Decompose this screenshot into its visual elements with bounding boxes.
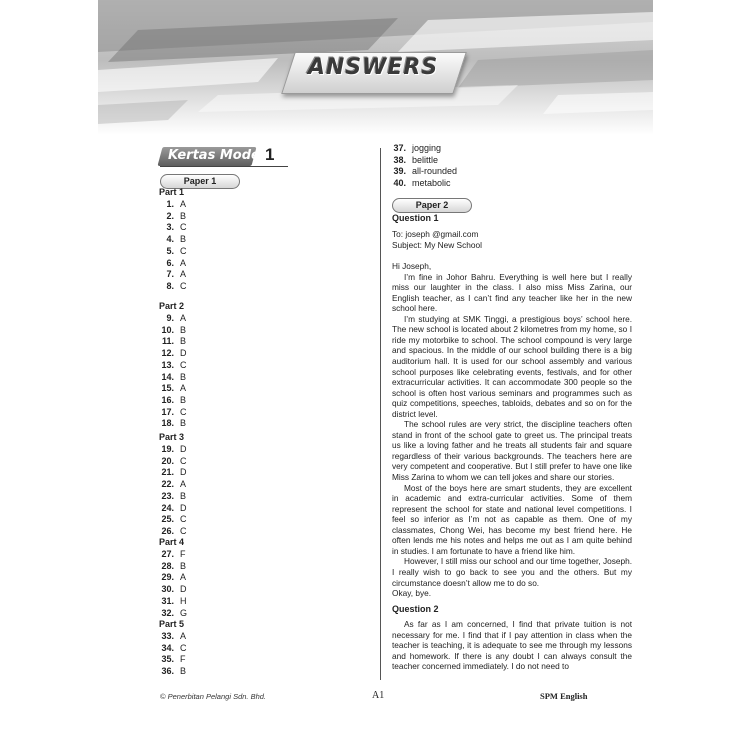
- answer-value: B: [180, 371, 187, 382]
- answer-row: [160, 514, 187, 526]
- footer-subject: SPM English: [540, 691, 588, 701]
- header-banner: [98, 0, 653, 135]
- answer-value: belittle: [412, 154, 439, 165]
- answer-row: [160, 199, 186, 211]
- answer-value: C: [180, 245, 187, 256]
- answer-value: C: [180, 280, 187, 291]
- answer-value: C: [180, 222, 187, 233]
- answer-row: [160, 313, 186, 325]
- question-number: 7.: [166, 269, 174, 280]
- answer-value: C: [180, 359, 187, 370]
- question-number: 8.: [166, 280, 174, 291]
- answer-row: [160, 491, 186, 503]
- answer-row: [160, 526, 187, 538]
- answer-row: [160, 372, 186, 384]
- answer-row: [160, 258, 186, 270]
- answer-value: jogging: [412, 143, 442, 153]
- answer-row: [160, 360, 187, 372]
- answer-row: [160, 549, 186, 561]
- answer-value: D: [180, 348, 187, 359]
- question-number: 9.: [166, 313, 174, 323]
- answer-row: [160, 395, 186, 407]
- email-subject: Subject: My New School: [392, 239, 482, 250]
- part-title: Part 5: [159, 619, 185, 629]
- answer-value: A: [180, 313, 187, 323]
- answer-value: A: [180, 269, 187, 280]
- answer-value: A: [180, 257, 187, 268]
- answer-row: [160, 631, 186, 643]
- part-title: Part 2: [159, 301, 185, 311]
- answer-value: F: [180, 549, 186, 559]
- email-paragraph: I’m fine in Johor Bahru. Everything is well here but I really miss our laughter in the class. I also miss Miss Zarina, our English teacher, as I can’t find any teacher like her in the new school here.: [392, 271, 632, 314]
- answer-value: C: [180, 406, 187, 417]
- answer-value: G: [180, 607, 188, 618]
- answer-row: [160, 348, 187, 360]
- answer-row: [160, 467, 187, 479]
- question-number: 38.: [393, 154, 406, 165]
- answer-value: B: [180, 560, 187, 571]
- answer-value: B: [180, 490, 187, 501]
- question-number: 35.: [161, 654, 174, 665]
- answer-value: A: [180, 479, 187, 490]
- answer-row: [160, 503, 187, 515]
- part-title: Part 1: [159, 187, 185, 197]
- answer-row: [160, 407, 187, 419]
- answer-page: [98, 0, 653, 750]
- question-number: 17.: [161, 406, 174, 417]
- question-number: 12.: [161, 348, 174, 359]
- answer-row: [392, 155, 438, 167]
- question-number: 33.: [161, 631, 174, 641]
- question-number: 15.: [161, 383, 174, 394]
- question-number: 26.: [161, 525, 174, 536]
- question-number: 36.: [161, 666, 174, 677]
- answer-value: B: [180, 324, 187, 335]
- question-number: 22.: [161, 479, 174, 490]
- question-number: 24.: [161, 502, 174, 513]
- answer-row: [160, 456, 187, 468]
- email-paragraph: However, I still miss our school and our time together, Joseph. I really wish to go back to see you and the others. But my circumstance doesn’t allow me to do so.: [392, 556, 632, 588]
- footer-publisher: © Penerbitan Pelangi Sdn. Bhd.: [160, 692, 267, 701]
- q2-paragraph: As far as I am concerned, I find that private tuition is not necessary for me. I find that if I pay attention in class when the teacher is teaching, it is adequate to see me through my lessons and homework. If there is any doubt I can always consult the teacher concerned immediately. I do not need to: [392, 619, 632, 672]
- question-number: 16.: [161, 394, 174, 405]
- answer-value: D: [180, 444, 187, 454]
- answer-row: [392, 166, 457, 178]
- question-number: 19.: [161, 444, 174, 454]
- email-greeting: Hi Joseph,: [392, 261, 432, 272]
- answer-row: [160, 383, 186, 395]
- answer-value: A: [180, 572, 187, 583]
- question-number: 27.: [161, 549, 174, 559]
- answer-value: B: [180, 234, 187, 245]
- question-number: 25.: [161, 514, 174, 525]
- question-number: 13.: [161, 359, 174, 370]
- question-number: 23.: [161, 490, 174, 501]
- question-number: 20.: [161, 455, 174, 466]
- answer-row: [160, 336, 186, 348]
- question-number: 5.: [166, 245, 174, 256]
- answer-row: [392, 178, 451, 190]
- answer-value: C: [180, 642, 187, 653]
- answer-row: [160, 608, 187, 620]
- answer-value: A: [180, 383, 187, 394]
- section-label: Kertas Model: [168, 148, 265, 163]
- answer-row: [160, 596, 187, 608]
- answer-row: [160, 666, 186, 678]
- question-number: 3.: [166, 222, 174, 233]
- answer-value: B: [180, 418, 187, 429]
- question-number: 39.: [393, 166, 406, 177]
- answer-value: B: [180, 210, 187, 221]
- answer-value: C: [180, 455, 187, 466]
- email-paragraph: The school rules are very strict, the discipline teachers often stand in front of the school gate to greet us. The principal treats us like a loving father and he treats all students fair and square regardless of their various backgrounds. The teachers here are very competent and cooperative. But I still prefer to have one like Miss Zarina to whom we can tell jokes and share our stories.: [392, 419, 632, 483]
- part-title: Part 4: [159, 537, 185, 547]
- answer-row: [160, 246, 187, 258]
- answer-value: A: [180, 631, 187, 641]
- question2-answer: [392, 619, 632, 672]
- question-number: 30.: [161, 584, 174, 595]
- page-title: ANSWERS: [307, 55, 439, 80]
- answer-value: B: [180, 336, 187, 347]
- question-number: 18.: [161, 418, 174, 429]
- answer-row: [160, 269, 186, 281]
- question-number: 6.: [166, 257, 174, 268]
- section-number: 1: [265, 145, 275, 164]
- question-number: 40.: [393, 178, 406, 189]
- question-number: 1.: [166, 199, 174, 209]
- answer-row: [160, 325, 186, 337]
- answer-row: [160, 584, 187, 596]
- answer-row: [160, 222, 187, 234]
- question-number: 4.: [166, 234, 174, 245]
- question2-title: Question 2: [392, 604, 439, 614]
- answer-row: [160, 234, 186, 246]
- question-number: 34.: [161, 642, 174, 653]
- answer-value: B: [180, 394, 187, 405]
- answer-row: [160, 479, 186, 491]
- answer-value: H: [180, 595, 187, 606]
- answer-value: D: [180, 584, 187, 595]
- paper2-label: Paper 2: [392, 198, 472, 213]
- answer-row: [160, 418, 186, 430]
- answer-value: metabolic: [412, 178, 451, 189]
- question-number: 37.: [393, 143, 406, 153]
- answer-row: [160, 211, 186, 223]
- answer-value: C: [180, 525, 187, 536]
- answer-row: [160, 444, 187, 456]
- answer-value: B: [180, 666, 187, 677]
- column-divider: [380, 148, 381, 680]
- question-number: 21.: [161, 467, 174, 478]
- question1-title: Question 1: [392, 213, 439, 223]
- question-number: 31.: [161, 595, 174, 606]
- email-to: To: joseph @gmail.com: [392, 229, 479, 239]
- question-number: 14.: [161, 371, 174, 382]
- answer-value: D: [180, 502, 187, 513]
- email-paragraph: I’m studying at SMK Tinggi, a prestigious boys’ school here. The new school is located about 2 kilometres from my home, so I ride my motorbike to school. The school compound is very large and spacious. In the middle of our school building there is a big auditorium hall. It is used for our school assembly and various school purposes like celebrating events, festivals, and for other extracurricular activities. It can accommodate 300 people so the school is often host various seminars and programmes such as quiz competitions, speeches, tabloids, debates and so on for the district level.: [392, 313, 632, 419]
- answer-row: [160, 654, 186, 666]
- answer-value: C: [180, 514, 187, 525]
- answer-row: [160, 561, 186, 573]
- answer-row: [160, 281, 187, 293]
- question-number: 29.: [161, 572, 174, 583]
- email-paragraph: Most of the boys here are smart students, they are excellent in academic and extra-curricular activities. Some of them represent the school for state and national level competitions. I feel so inferior as I’m not as capable as them. One of my classmates, Chong Wei, has become my best friend here. He often lends me his notes and helps me out as I am quite behind in studies. I am fortunate to have a friend like him.: [392, 482, 632, 556]
- question-number: 10.: [161, 324, 174, 335]
- question-number: 11.: [161, 336, 174, 347]
- answer-value: D: [180, 467, 187, 478]
- question-number: 2.: [166, 210, 174, 221]
- answer-value: all-rounded: [412, 166, 458, 177]
- question-number: 28.: [161, 560, 174, 571]
- footer-page-number: A1: [372, 690, 385, 701]
- answer-value: A: [180, 199, 187, 209]
- question-number: 32.: [161, 607, 174, 618]
- answer-row: [160, 643, 187, 655]
- section-underline: [160, 166, 288, 167]
- paper1-label: Paper 1: [160, 174, 240, 189]
- part-title: Part 3: [159, 432, 185, 442]
- answer-row: [160, 572, 186, 584]
- answer-value: F: [180, 654, 186, 665]
- email-closing: Okay, bye.: [392, 588, 432, 599]
- question1-answer: [392, 229, 632, 599]
- answer-row: [392, 143, 441, 155]
